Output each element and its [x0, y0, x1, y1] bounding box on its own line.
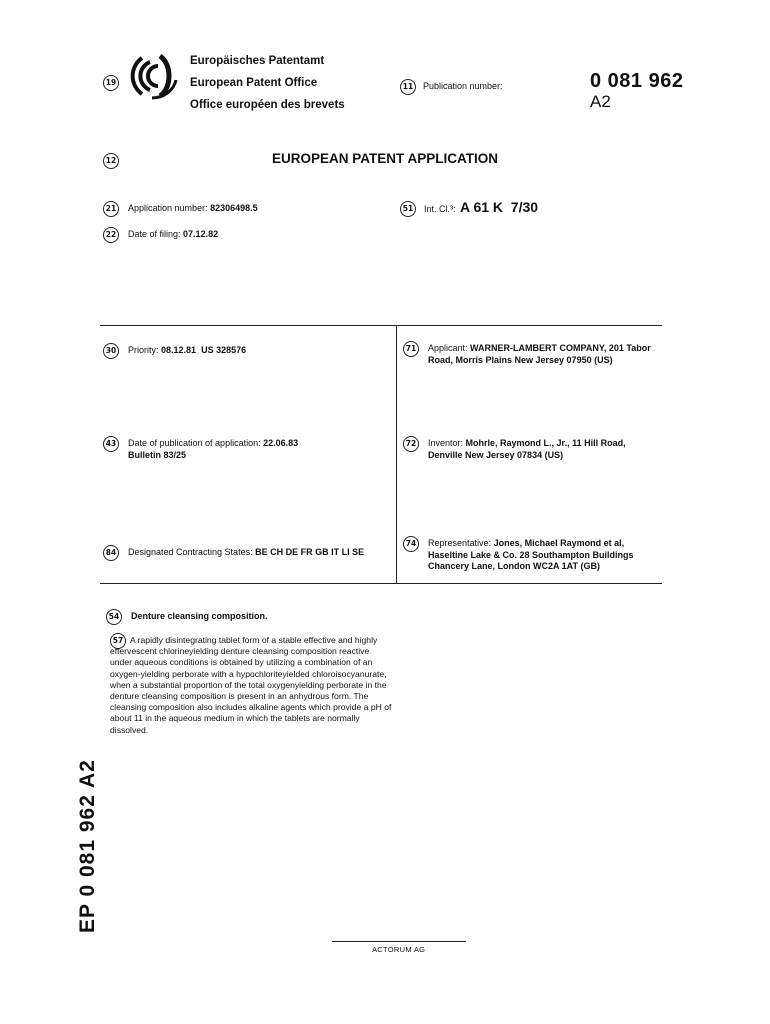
- invention-title: Denture cleansing composition.: [131, 611, 268, 621]
- applicant-label: Applicant:: [428, 343, 468, 353]
- office-name-de: Europäisches Patentamt: [190, 55, 325, 67]
- designated-states-label: Designated Contracting States:: [128, 547, 253, 557]
- office-name-en: European Patent Office: [190, 77, 318, 89]
- inventor: Mohrle, Raymond L., Jr., 11 Hill Road, Denville New Jersey 07834 (US): [428, 438, 626, 460]
- priority-value: 08.12.81 US 328576: [161, 345, 247, 355]
- publication-date-entry: [128, 438, 403, 461]
- applicant-entry: [428, 343, 660, 366]
- inid-72-icon: 72: [403, 436, 419, 452]
- application-number: 82306498.5: [210, 203, 258, 213]
- box-top-rule: [100, 325, 662, 326]
- priority-label: Priority:: [128, 345, 159, 355]
- filing-date: 07.12.82: [183, 229, 219, 239]
- publication-date-label: Date of publication of application:: [128, 438, 261, 448]
- priority-entry: [128, 345, 403, 357]
- application-number-label: Application number:: [128, 203, 208, 213]
- int-cl-value: A 61 K 7/30: [459, 199, 539, 215]
- kind-code: A2: [590, 92, 611, 111]
- publication-number-label: Publication number:: [423, 81, 503, 91]
- designated-states: BE CH DE FR GB IT LI SE: [255, 547, 365, 557]
- epo-logo: [130, 50, 182, 102]
- inid-21-icon: 21: [103, 201, 119, 217]
- inid-54-icon: 54: [106, 609, 122, 625]
- inventor-label: Inventor:: [428, 438, 464, 448]
- inid-51-icon: 51: [400, 201, 416, 217]
- inid-57-icon: 57: [110, 633, 126, 649]
- int-cl-label: Int. Cl.³:: [424, 204, 456, 214]
- inid-12-icon: 12: [103, 153, 119, 169]
- filing-date-label: Date of filing:: [128, 229, 181, 239]
- abstract-text: [110, 635, 392, 736]
- filing-date-row: [128, 229, 218, 239]
- inid-11-icon: 11: [400, 79, 416, 95]
- inid-19-icon: 19: [103, 75, 119, 91]
- inid-30-icon: 30: [103, 343, 119, 359]
- inventor-entry: [428, 438, 660, 461]
- designated-states-entry: [128, 547, 383, 559]
- publication-date: 22.06.83: [263, 438, 299, 448]
- printer-name: ACTORUM AG: [372, 945, 426, 954]
- document-title: EUROPEAN PATENT APPLICATION: [272, 151, 499, 166]
- office-name-fr: Office européen des brevets: [190, 99, 345, 111]
- footer-rule: [332, 941, 466, 942]
- inid-22-icon: 22: [103, 227, 119, 243]
- publication-number: 0 081 962: [590, 70, 684, 92]
- box-bottom-rule: [100, 583, 662, 584]
- inid-74-icon: 74: [403, 536, 419, 552]
- applicant: WARNER-LAMBERT COMPANY, 201 Tabor Road, Morris Plains New Jersey 07950 (US): [428, 343, 651, 365]
- inid-43-icon: 43: [103, 436, 119, 452]
- abstract-body: A rapidly disintegrating tablet form of a stable effective and highly effervescent chlorineyielding denture cleansing composition reactive under aqueous conditions is obtained by utilizing a combination of an oxygen-yielding perborate with a hypochloriteyielded chloroisocyanurate, when a substantial proportion of the total oxygenyielding perborate in the denture cleansing composition is present in an anhydrous form. The cleansing composition also includes alkaline agents which provide a pH of about 11 in the aqueous medium in which the tablets are normally dissolved.: [110, 635, 392, 735]
- representative-entry: [428, 538, 660, 573]
- representative: Jones, Michael Raymond et al, Haseltine Lake & Co. 28 Southampton Buildings Chancery Lane, London WC2A 1AT (GB): [428, 538, 634, 571]
- inid-84-icon: 84: [103, 545, 119, 561]
- bulletin: Bulletin 83/25: [128, 449, 187, 460]
- int-cl-row: [424, 199, 538, 217]
- side-publication-label: EP 0 081 962 A2: [76, 759, 99, 933]
- application-number-row: [128, 203, 258, 213]
- inid-71-icon: 71: [403, 341, 419, 357]
- representative-label: Representative:: [428, 538, 492, 548]
